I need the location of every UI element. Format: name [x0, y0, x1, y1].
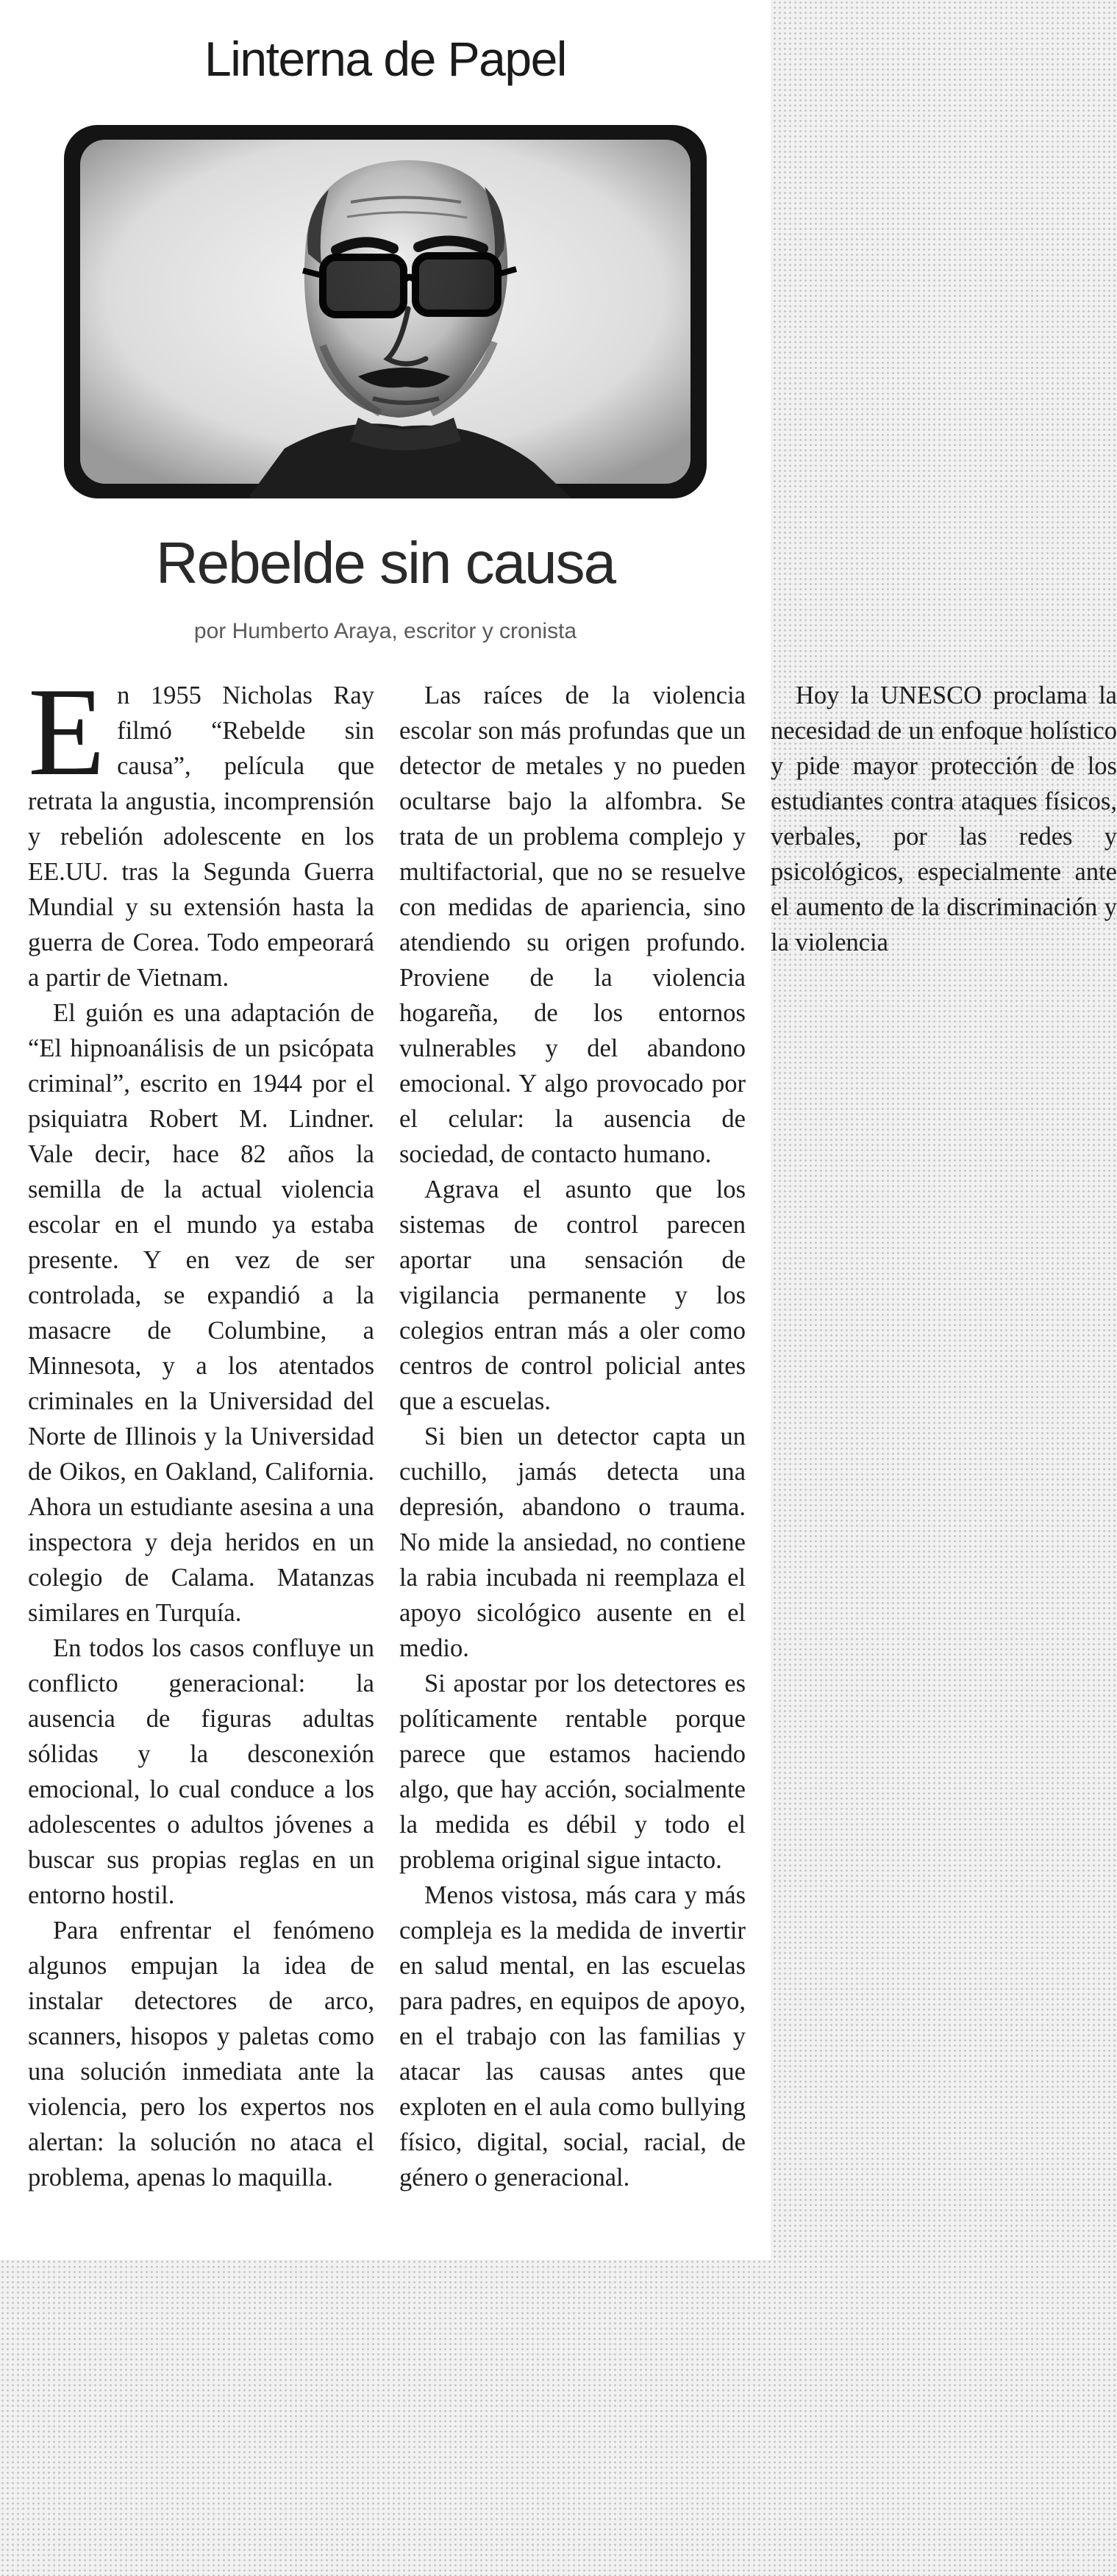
article-headline: Rebelde sin causa [155, 530, 615, 595]
section-title: Linterna de Papel [204, 32, 566, 86]
article-paragraph: Si apostar por los detectores es políticamente rentable porque parece que estamos haciendo algo, que hay acción, socialmente la medida es débil y todo el problema original sigue intacto. [399, 1670, 746, 1874]
article-paragraph: En todos los casos confluye un conflicto generacional: la ausencia de figuras adultas sólidas y la desconexión emocional, lo cual conduce a los adolescentes o adultos jóvenes a buscar sus propias reglas en un entorno hostil. [28, 1634, 374, 1909]
paragraph-text: n 1955 Nicholas Ray filmó “Rebelde sin causa”, película que retrata la angustia, incomprensión y rebelión adolescente en los EE.UU. tras la Segunda Guerra Mundial y su extensión hasta la guerra de Corea. Todo empeorará a partir de Vietnam. [28, 681, 374, 992]
article-body [28, 662, 1117, 2251]
article-paragraph: Agrava el asunto que los sistemas de control parecen aportar una sensación de vigilancia permanente y los colegios entran más a oler como centros de control policial antes que a escuelas. [399, 1176, 746, 1415]
article-paragraph: Si bien un detector capta un cuchillo, jamás detecta una depresión, abandono o trauma. No mide la ansiedad, no contiene la rabia incubada ni reemplaza el apoyo sicológico ausente en el medio. [399, 1423, 746, 1662]
article-paragraph: Para enfrentar el fenómeno algunos empujan la idea de instalar detectores de arco, scanners, hisopos y paletas como una solución inmediata ante la violencia, pero los expertos nos alertan: la solución no ataca el problema, apenas lo maquilla. [28, 1917, 374, 2192]
article-paragraph: Menos vistosa, más cara y más compleja es la medida de invertir en salud mental, en las escuelas para padres, en equipos de apoyo, en el trabajo con las familias y atacar las causas antes que exploten en el aula como bullying físico, digital, social, racial, de género o generacional. [399, 1881, 746, 2192]
article-paragraph: Hoy la UNESCO proclama la necesidad de un enfoque holístico y pide mayor protección de los estudiantes contra ataques físicos, verbales, por las redes y psicológicos, especialmente ante el aumento de la discriminación y la violencia [771, 681, 1117, 956]
article-byline: por Humberto Araya, escritor y cronista [193, 619, 577, 643]
drop-cap: E [28, 662, 106, 802]
article-paragraph [28, 662, 374, 995]
author-portrait [64, 125, 707, 498]
author-portrait-illustration [64, 125, 707, 498]
article-paragraph: Las raíces de la violencia escolar son más profundas que un detector de metales y no pueden ocultarse bajo la alfombra. Se trata de un problema complejo y multifactorial, que no se resuelve con medidas de apariencia, sino atendiendo su origen profundo. Proviene de la violencia hogareña, de los entornos vulnerables y del abandono emocional. Y algo provocado por el celular: la ausencia de sociedad, de contacto humano. [399, 681, 746, 1168]
article-paragraph: El guión es una adaptación de “El hipnoanálisis de un psicópata criminal”, escrito en 1944 por el psiquiatra Robert M. Lindner. Vale decir, hace 82 años la semilla de la actual violencia escolar en el mundo ya estaba presente. Y en vez de ser controlada, se expandió a la masacre de Columbine, a Minnesota, y a los atentados criminales en la Universidad del Norte de Illinois y la Universidad de Oikos, en Oakland, California. Ahora un estudiante asesina a una inspectora y deja heridos en un colegio de Calama. Matanzas similares en Turquía. [28, 999, 374, 1627]
